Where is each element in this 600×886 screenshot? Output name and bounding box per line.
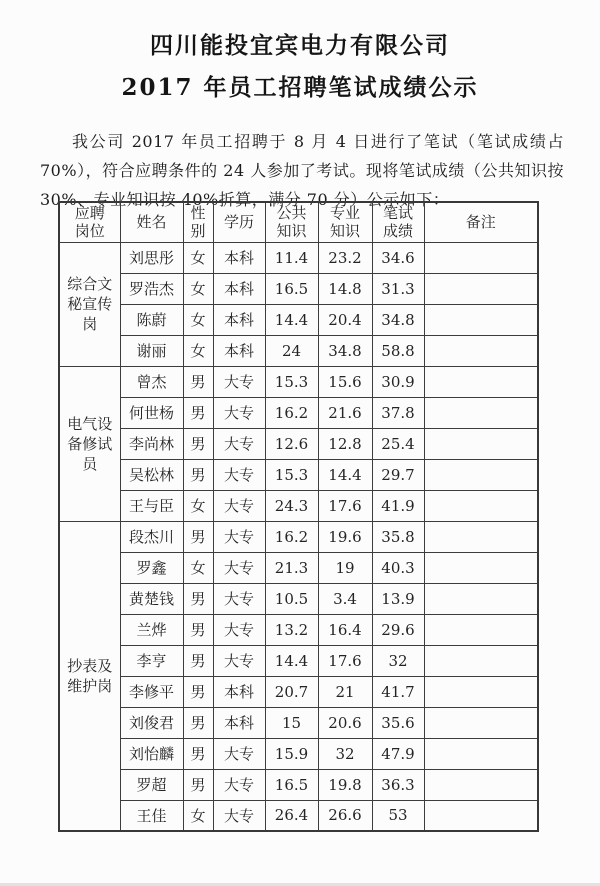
remark-cell <box>424 273 538 304</box>
education-cell: 本科 <box>213 676 265 707</box>
professional-knowledge-cell: 15.6 <box>318 366 372 397</box>
position-cell: 抄表及 维护岗 <box>59 521 120 831</box>
written-score-cell: 31.3 <box>372 273 424 304</box>
public-knowledge-cell: 16.2 <box>265 397 318 428</box>
written-score-cell: 40.3 <box>372 552 424 583</box>
remark-cell <box>424 521 538 552</box>
name-cell: 曾杰 <box>120 366 183 397</box>
gender-cell: 女 <box>183 304 213 335</box>
remark-cell <box>424 490 538 521</box>
written-score-cell: 29.6 <box>372 614 424 645</box>
remark-cell <box>424 428 538 459</box>
gender-cell: 女 <box>183 335 213 366</box>
education-cell: 大专 <box>213 521 265 552</box>
remark-cell <box>424 614 538 645</box>
name-cell: 李修平 <box>120 676 183 707</box>
public-knowledge-cell: 15 <box>265 707 318 738</box>
education-cell: 大专 <box>213 614 265 645</box>
public-knowledge-cell: 15.3 <box>265 459 318 490</box>
name-cell: 陈蔚 <box>120 304 183 335</box>
education-cell: 大专 <box>213 397 265 428</box>
written-score-cell: 37.8 <box>372 397 424 428</box>
education-cell: 本科 <box>213 707 265 738</box>
score-table <box>58 201 539 832</box>
public-knowledge-cell: 14.4 <box>265 304 318 335</box>
remark-cell <box>424 676 538 707</box>
professional-knowledge-cell: 34.8 <box>318 335 372 366</box>
professional-knowledge-cell: 16.4 <box>318 614 372 645</box>
education-cell: 本科 <box>213 304 265 335</box>
name-cell: 谢丽 <box>120 335 183 366</box>
table-row <box>59 335 538 366</box>
written-score-cell: 34.6 <box>372 242 424 273</box>
public-knowledge-cell: 16.5 <box>265 769 318 800</box>
intro-paragraph: 我公司 2017 年员工招聘于 8 月 4 日进行了笔试（笔试成绩占 70%），符合应聘条件的 24 人参加了考试。现将笔试成绩（公共知识按 30%、专业知识按 40%折算，满分 70 分）公示如下： <box>40 132 564 209</box>
gender-cell: 女 <box>183 800 213 831</box>
gender-cell: 男 <box>183 707 213 738</box>
name-cell: 李尚林 <box>120 428 183 459</box>
professional-knowledge-cell: 3.4 <box>318 583 372 614</box>
written-score-cell: 53 <box>372 800 424 831</box>
remark-cell <box>424 304 538 335</box>
professional-knowledge-cell: 19.6 <box>318 521 372 552</box>
professional-knowledge-cell: 12.8 <box>318 428 372 459</box>
education-cell: 大专 <box>213 428 265 459</box>
public-knowledge-cell: 20.7 <box>265 676 318 707</box>
gender-cell: 女 <box>183 552 213 583</box>
name-cell: 刘思彤 <box>120 242 183 273</box>
column-header-remark: 备注 <box>424 202 538 242</box>
name-cell: 黄楚钱 <box>120 583 183 614</box>
name-cell: 吴松林 <box>120 459 183 490</box>
column-header-education: 学历 <box>213 202 265 242</box>
table-row <box>59 397 538 428</box>
table-row <box>59 707 538 738</box>
table-row <box>59 738 538 769</box>
public-knowledge-cell: 21.3 <box>265 552 318 583</box>
remark-cell <box>424 552 538 583</box>
public-knowledge-cell: 13.2 <box>265 614 318 645</box>
written-score-cell: 41.7 <box>372 676 424 707</box>
professional-knowledge-cell: 32 <box>318 738 372 769</box>
name-cell: 兰烨 <box>120 614 183 645</box>
name-cell: 王佳 <box>120 800 183 831</box>
written-score-cell: 58.8 <box>372 335 424 366</box>
remark-cell <box>424 800 538 831</box>
remark-cell <box>424 397 538 428</box>
column-header-name: 姓名 <box>120 202 183 242</box>
name-cell: 李亨 <box>120 645 183 676</box>
gender-cell: 男 <box>183 738 213 769</box>
gender-cell: 男 <box>183 366 213 397</box>
table-row <box>59 614 538 645</box>
remark-cell <box>424 366 538 397</box>
education-cell: 大专 <box>213 583 265 614</box>
doc-title-line1: 四川能投宜宾电力有限公司 <box>150 32 450 59</box>
remark-cell <box>424 242 538 273</box>
remark-cell <box>424 645 538 676</box>
name-cell: 罗超 <box>120 769 183 800</box>
table-row <box>59 676 538 707</box>
education-cell: 大专 <box>213 645 265 676</box>
gender-cell: 男 <box>183 769 213 800</box>
education-cell: 大专 <box>213 459 265 490</box>
professional-knowledge-cell: 23.2 <box>318 242 372 273</box>
column-header-public-knowledge: 公共 知识 <box>265 202 318 242</box>
table-row <box>59 428 538 459</box>
written-score-cell: 41.9 <box>372 490 424 521</box>
written-score-cell: 25.4 <box>372 428 424 459</box>
professional-knowledge-cell: 20.6 <box>318 707 372 738</box>
professional-knowledge-cell: 14.4 <box>318 459 372 490</box>
gender-cell: 女 <box>183 490 213 521</box>
gender-cell: 女 <box>183 242 213 273</box>
gender-cell: 男 <box>183 397 213 428</box>
professional-knowledge-cell: 14.8 <box>318 273 372 304</box>
written-score-cell: 34.8 <box>372 304 424 335</box>
public-knowledge-cell: 24.3 <box>265 490 318 521</box>
public-knowledge-cell: 14.4 <box>265 645 318 676</box>
public-knowledge-cell: 24 <box>265 335 318 366</box>
table-row <box>59 273 538 304</box>
position-cell: 电气设 备修试 员 <box>59 366 120 521</box>
education-cell: 大专 <box>213 366 265 397</box>
written-score-cell: 35.8 <box>372 521 424 552</box>
public-knowledge-cell: 12.6 <box>265 428 318 459</box>
education-cell: 大专 <box>213 738 265 769</box>
name-cell: 刘俊君 <box>120 707 183 738</box>
table-row <box>59 552 538 583</box>
remark-cell <box>424 707 538 738</box>
education-cell: 大专 <box>213 769 265 800</box>
written-score-cell: 36.3 <box>372 769 424 800</box>
education-cell: 大专 <box>213 490 265 521</box>
education-cell: 大专 <box>213 800 265 831</box>
gender-cell: 男 <box>183 583 213 614</box>
professional-knowledge-cell: 26.6 <box>318 800 372 831</box>
table-row <box>59 769 538 800</box>
table-row <box>59 459 538 490</box>
professional-knowledge-cell: 20.4 <box>318 304 372 335</box>
table-row <box>59 521 538 552</box>
remark-cell <box>424 769 538 800</box>
gender-cell: 男 <box>183 645 213 676</box>
written-score-cell: 32 <box>372 645 424 676</box>
column-header-position: 应聘 岗位 <box>59 202 120 242</box>
header-row <box>59 202 538 242</box>
public-knowledge-cell: 10.5 <box>265 583 318 614</box>
professional-knowledge-cell: 21.6 <box>318 397 372 428</box>
table-row <box>59 304 538 335</box>
gender-cell: 男 <box>183 459 213 490</box>
written-score-cell: 13.9 <box>372 583 424 614</box>
gender-cell: 男 <box>183 521 213 552</box>
public-knowledge-cell: 11.4 <box>265 242 318 273</box>
name-cell: 段杰川 <box>120 521 183 552</box>
column-header-gender: 性 别 <box>183 202 213 242</box>
table-row <box>59 645 538 676</box>
gender-cell: 女 <box>183 273 213 304</box>
written-score-cell: 35.6 <box>372 707 424 738</box>
public-knowledge-cell: 15.3 <box>265 366 318 397</box>
professional-knowledge-cell: 19 <box>318 552 372 583</box>
table-row <box>59 583 538 614</box>
table-row <box>59 366 538 397</box>
remark-cell <box>424 335 538 366</box>
education-cell: 本科 <box>213 335 265 366</box>
position-cell: 综合文 秘宣传 岗 <box>59 242 120 366</box>
education-cell: 本科 <box>213 273 265 304</box>
column-header-written-score: 笔试 成绩 <box>372 202 424 242</box>
education-cell: 本科 <box>213 242 265 273</box>
gender-cell: 男 <box>183 614 213 645</box>
public-knowledge-cell: 16.5 <box>265 273 318 304</box>
public-knowledge-cell: 16.2 <box>265 521 318 552</box>
name-cell: 王与臣 <box>120 490 183 521</box>
table-row <box>59 800 538 831</box>
table-row <box>59 490 538 521</box>
professional-knowledge-cell: 17.6 <box>318 645 372 676</box>
table-row <box>59 242 538 273</box>
written-score-cell: 30.9 <box>372 366 424 397</box>
professional-knowledge-cell: 17.6 <box>318 490 372 521</box>
remark-cell <box>424 459 538 490</box>
column-header-professional-knowledge: 专业 知识 <box>318 202 372 242</box>
professional-knowledge-cell: 21 <box>318 676 372 707</box>
remark-cell <box>424 738 538 769</box>
remark-cell <box>424 583 538 614</box>
public-knowledge-cell: 15.9 <box>265 738 318 769</box>
public-knowledge-cell: 26.4 <box>265 800 318 831</box>
name-cell: 罗鑫 <box>120 552 183 583</box>
gender-cell: 男 <box>183 676 213 707</box>
professional-knowledge-cell: 19.8 <box>318 769 372 800</box>
gender-cell: 男 <box>183 428 213 459</box>
name-cell: 刘怡麟 <box>120 738 183 769</box>
doc-title-line2: 2017 年员工招聘笔试成绩公示 <box>121 74 479 101</box>
name-cell: 罗浩杰 <box>120 273 183 304</box>
name-cell: 何世杨 <box>120 397 183 428</box>
written-score-cell: 29.7 <box>372 459 424 490</box>
written-score-cell: 47.9 <box>372 738 424 769</box>
education-cell: 大专 <box>213 552 265 583</box>
